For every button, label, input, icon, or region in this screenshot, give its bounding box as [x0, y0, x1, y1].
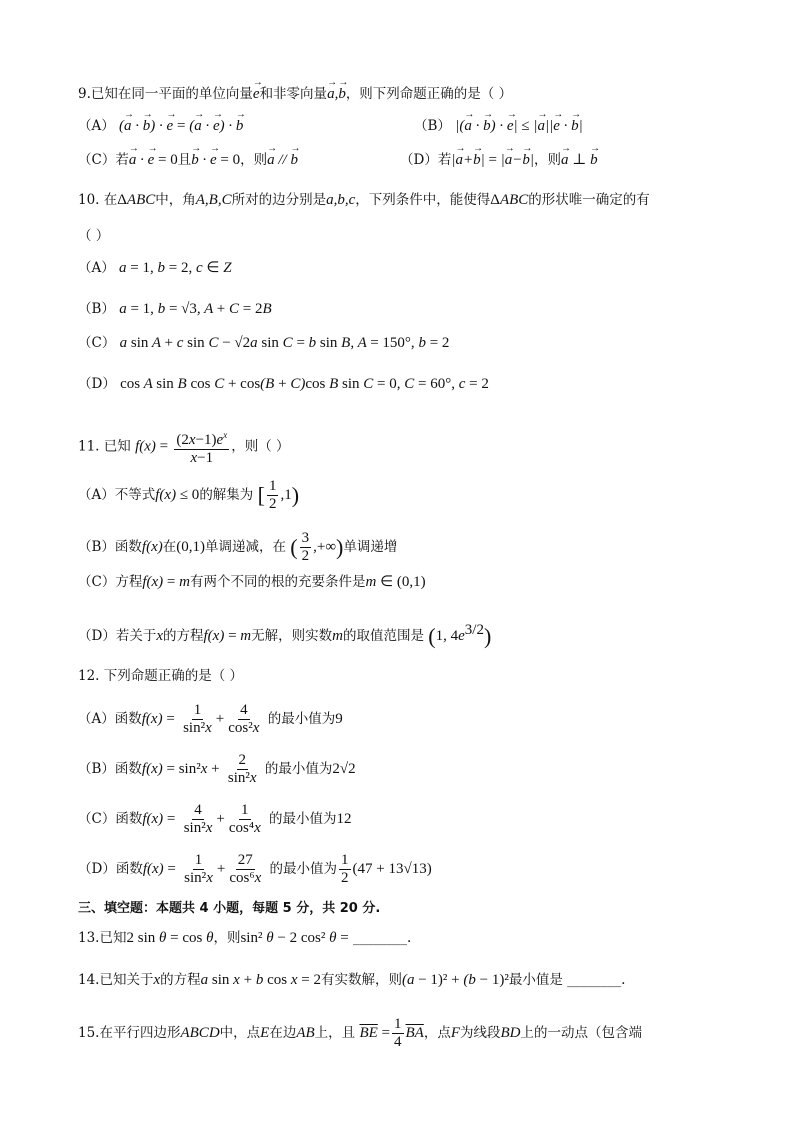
q9-option-a: （A） (→ a · → b) · → e = (→ a · → e) · → b — [78, 116, 243, 136]
q12-stem: 12. 下列命题正确的是（ ） — [78, 668, 244, 684]
q10-option-b: （B） a = 1, b = √3, A + C = 2B — [78, 301, 272, 317]
q9-option-b: （B） |(→ a · → b) · → e| ≤ |→ a||→ e · → b| — [414, 116, 583, 136]
q11-option-c: （C）方程f(x) = m有两个不同的根的充要条件是m ∈ (0,1) — [78, 574, 426, 590]
q11-stem: 11. 已知 f(x) = $\frac{(2x-1)e^x}{x-1}$ ，则（ ） — [78, 427, 290, 467]
q13: 13.已知2 sin θ = cos θ，则sin² θ − 2 cos² θ = ________. — [78, 930, 412, 946]
q9-option-c: （C）若→ a · → e = 0且→ b · → e = 0，则→ a // → b — [78, 150, 298, 170]
q10-option-c: （C） a sin A + c sin C − √2a sin C = b sin B, A = 150°, b = 2 — [78, 335, 450, 351]
q10-option-d: （D） cos A sin B cos C + cos(B + C)cos B sin C = 0, C = 60°, c = 2 — [78, 376, 489, 392]
q11-option-d: （D）若关于x的方程f(x) = m无解，则实数m的取值范围是 (1, $4e^{3/2}$) — [78, 622, 492, 649]
q12-option-a: （A）函数f(x) = $\frac{1}{\text{sin²x}}$ + $\frac{4}{\text{cos²x}}$ 的最小值为9 — [78, 702, 343, 736]
q9-option-d: （D）若|→ a+→ b| = |→ a−→ b|，则→ a ⊥ → b — [400, 150, 598, 170]
q11-option-b: （B）函数f(x)在(0,1)单调递减，在 ( $\frac{3}{2}$ ,+∞)单调递增 — [78, 530, 398, 564]
q11-option-a: （A）不等式f(x) ≤ 0的解集为 [ $\frac{1}{2}$ ,1) — [78, 478, 300, 512]
q9-stem: 9.已知在同一平面的单位向量→ e和非零向量→ a,→ b，则下列命题正确的是（ ） — [78, 84, 512, 104]
q12-option-c: （C）函数f(x) = $\frac{4}{\text{sin²x}}$ + $\frac{1}{\text{cos⁴x}}$ 的最小值为12 — [78, 802, 352, 836]
q10-paren: （ ） — [78, 228, 110, 244]
q15: 15.在平行四边形ABCD中，点E在边AB上，且 $\overline{BE}$ = $\frac{1}{4}$ $\overline{BA}$，点F为线段BD上的一动点（包含端 — [78, 1016, 642, 1050]
q10-option-a: （A） a = 1, b = 2, c ∈ Z — [78, 260, 232, 276]
q10-stem: 10. 在ΔABC中，角A,B,C所对的边分别是a,b,c，下列条件中，能使得ΔABC的形状唯一确定的有 — [78, 192, 650, 208]
q14: 14.已知关于x的方程a sin x + b cos x = 2有实数解，则(a − 1)² + (b − 1)²最小值是 ________. — [78, 972, 626, 988]
section-3-heading: 三、填空题：本题共 4 小题，每题 5 分，共 20 分. — [78, 901, 381, 916]
q12-option-b: （B）函数f(x) = sin²x + $\frac{2}{\text{sin²x}}$ 的最小值为2√2 — [78, 752, 356, 786]
q12-option-d: （D）函数f(x) = $\frac{1}{\text{sin²x}}$ + $\frac{27}{\text{cos⁶x}}$ 的最小值为 $\frac{1}{2}$ (47 + 13√13) — [78, 852, 432, 886]
